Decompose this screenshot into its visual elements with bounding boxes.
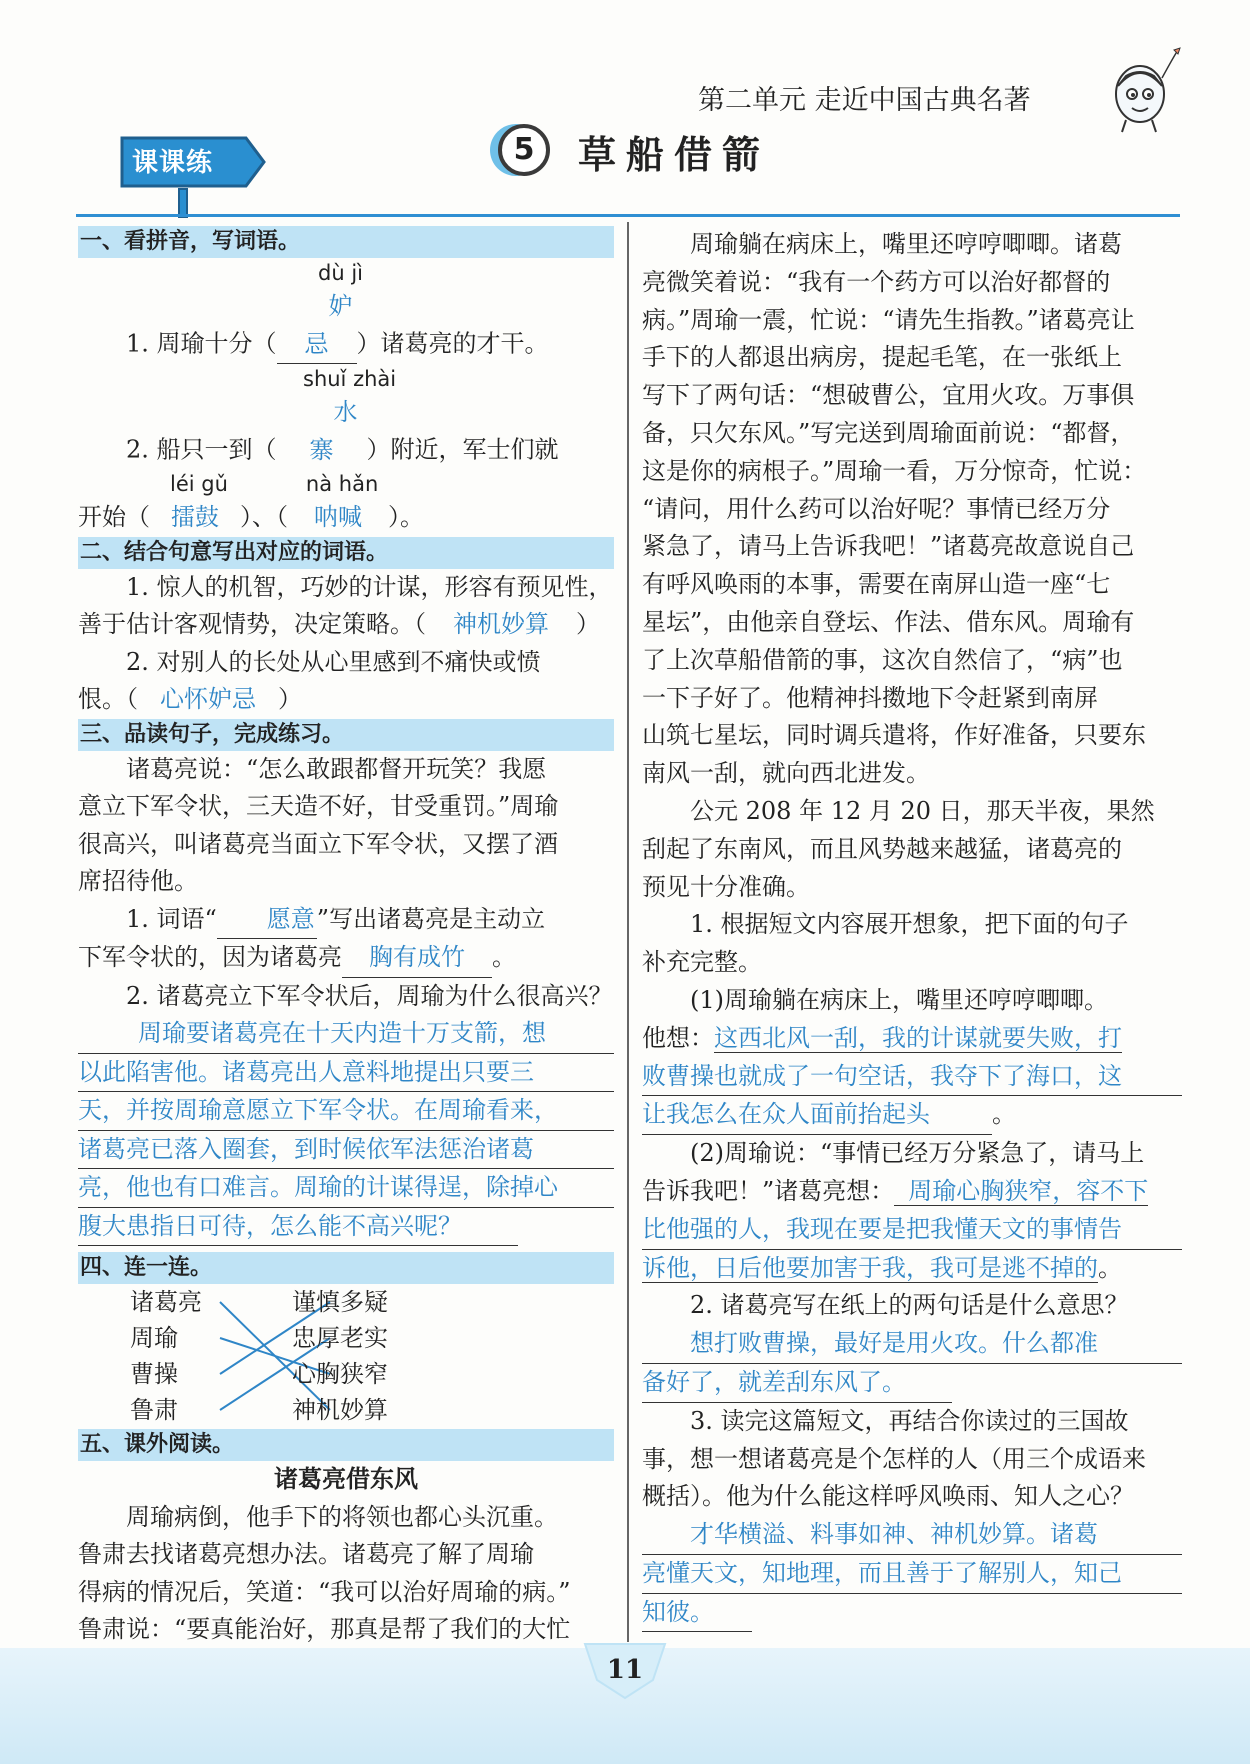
section-3-title: 三、品读句子，完成练习。 — [78, 719, 614, 751]
answer-6: 心怀妒忌 — [160, 685, 256, 713]
story-p8: “请问，用什么药可以治好呢？事情已经万分 — [642, 494, 1111, 523]
pinyin-1: dù jì — [318, 261, 363, 285]
r-answer-2-3: 诉他，日后他要加害于我，我可是逃不掉的 — [642, 1253, 1098, 1282]
r-answer-2-2: 比他强的人，我现在要是把我懂天文的事情告 — [642, 1211, 1182, 1250]
pinyin-3: léi gǔ nà hǎn — [170, 472, 379, 496]
r-answer-4-1: 才华横溢、料事如神、神机妙算。诸葛 — [642, 1516, 1182, 1555]
r-q3-line2: 事，想一想诸葛亮是个怎样的人（用三个成语来 — [642, 1444, 1146, 1473]
s3-answer-4: 诸葛亮已落入圈套，到时候依军法惩治诸葛 — [78, 1131, 614, 1170]
r-answer-1-3-row: 让我怎么在众人面前抬起头 。 — [642, 1096, 1182, 1135]
s2-q2-line2: 恨。（ 心怀妒忌 ） — [78, 681, 614, 719]
left-column — [78, 226, 614, 1686]
story-p3: 病。”周瑜一震，忙说：“请先生指教。”诸葛亮让 — [642, 305, 1135, 334]
r-q1-line2: 补充完整。 — [642, 948, 762, 977]
r-answer-4-2: 亮懂天文，知地理，而且善于了解别人，知己 — [642, 1555, 1182, 1594]
mascot-icon — [1104, 46, 1184, 136]
section-2-title: 二、结合句意写出对应的词语。 — [78, 537, 614, 569]
section-1-title: 一、看拼音，写词语。 — [78, 226, 614, 258]
match-right-4: 神机妙算 — [292, 1396, 388, 1424]
r-q2: 2. 诸葛亮写在纸上的两句话是什么意思？ — [690, 1291, 1129, 1320]
answer-2: 水寨 — [309, 398, 358, 464]
lesson-number: 5 — [498, 124, 550, 176]
answer-4: 呐喊 — [314, 503, 362, 531]
badge-label: 课课练 — [132, 148, 214, 178]
r-answer-3-1: 想打败曹操，最好是用火攻。什么都准 — [642, 1325, 1182, 1364]
r-answer-1-2: 败曹操也就成了一句空话，我夺下了海口，这 — [642, 1058, 1182, 1097]
match-left-2: 周瑜 — [130, 1324, 178, 1352]
r-q1-1-line2: 他想：这西北风一刮，我的计谋就要失败，打 — [642, 1023, 1122, 1052]
r-q1-2-line2: 告诉我吧！”诸葛亮想： 周瑜心胸狭窄，容不下 — [642, 1176, 1149, 1205]
s3-passage-2: 意立下军令状，三天造不好，甘受重罚。”周瑜 — [78, 792, 559, 820]
s3-answer-2: 以此陷害他。诸葛亮出人意料地提出只要三 — [78, 1054, 614, 1093]
pinyin-2: shuǐ zhài — [303, 367, 397, 391]
answer-3: 擂鼓 — [171, 503, 219, 531]
story-p14: 山筑七星坛，同时调兵遣将，作好准备，只要东 — [642, 721, 1146, 750]
story-p2: 亮微笑着说：“我有一个药方可以治好都督的 — [642, 267, 1111, 296]
s2-q1-line1: 1. 惊人的机智，巧妙的计谋，形容有预见性， — [126, 572, 613, 601]
story-p16: 公元 208 年 12 月 20 日，那天半夜，果然 — [690, 796, 1155, 825]
s2-q1-line2: 善于估计客观情势，决定策略。（ 神机妙算 ） — [78, 606, 614, 644]
header-rule — [76, 214, 1180, 217]
s3-answer-6: 腹大患指日可待，怎么能不高兴呢？ — [78, 1208, 518, 1247]
answer-5: 神机妙算 — [453, 610, 549, 638]
r-q1-2: (2)周瑜说：“事情已经万分紧急了，请马上 — [690, 1139, 1145, 1168]
story-p9: 紧急了，请马上告诉我吧！”诸葛亮故意说自己 — [642, 532, 1135, 561]
s2-q2-line1: 2. 对别人的长处从心里感到不痛快或愤 — [126, 647, 541, 676]
right-column — [642, 226, 1182, 1632]
story-line-3: 得病的情况后，笑道：“我可以治好周瑜的病。” — [78, 1577, 571, 1606]
match-right-1: 谨慎多疑 — [292, 1288, 388, 1316]
s3-q1-line2: 下军令状的，因为诸葛亮 胸有成竹 。 — [78, 939, 614, 978]
story-p10: 有呼风唤雨的本事，需要在南屏山造一座“七 — [642, 570, 1111, 599]
answer-1: 妒忌 — [277, 288, 357, 364]
story-line-1: 周瑜病倒，他手下的将领也都心头沉重。 — [126, 1502, 558, 1531]
story-p1: 周瑜躺在病床上，嘴里还哼哼唧唧。诸葛 — [690, 230, 1122, 258]
r-q3-line3: 概括）。他为什么能这样呼风唤雨、知人之心？ — [642, 1482, 1134, 1511]
s3-passage-1: 诸葛亮说：“怎么敢跟都督开玩笑？我愿 — [126, 754, 547, 783]
story-p18: 预见十分准确。 — [642, 872, 810, 901]
story-p11: 星坛”，由他亲自登坛、作法、借东风。周瑜有 — [642, 607, 1135, 636]
r-answer-3-2-row — [642, 1364, 1182, 1403]
story-p7: 这是你的病根子。”周瑜一看，万分惊奇，忙说： — [642, 456, 1147, 485]
section-4-title: 四、连一连。 — [78, 1252, 614, 1284]
story-line-4: 鲁肃说：“要真能治好，那真是帮了我们的大忙 — [78, 1615, 571, 1643]
r-q1-1: (1)周瑜躺在病床上，嘴里还哼哼唧唧。 — [690, 985, 1108, 1014]
s3-answer-5: 亮，他也有口难言。周瑜的计谋得逞，除掉心 — [78, 1169, 614, 1208]
r-answer-4-3: 知彼。 — [642, 1594, 752, 1633]
r-answer-3-2: 备好了，就差刮东风了。 — [642, 1364, 952, 1403]
r-answer-1-1: 这西北风一刮，我的计谋就要失败，打 — [714, 1023, 1122, 1052]
story-p15: 南风一刮，就向西北进发。 — [642, 759, 930, 788]
s3-q2: 2. 诸葛亮立下军令状后，周瑜为什么很高兴？ — [126, 981, 613, 1010]
story-p12: 了上次草船借箭的事，这次自然信了，“病”也 — [642, 645, 1123, 674]
page-number: 11 — [606, 1655, 644, 1685]
s3-passage-4: 席招待他。 — [78, 867, 198, 895]
r-answer-4-3-row — [642, 1594, 1182, 1633]
match-left-1: 诸葛亮 — [130, 1288, 202, 1316]
s1-q2: 2. 船只一到（水寨 ）附近，军士们就 — [78, 394, 614, 469]
r-answer-2-3-row: 诉他，日后他要加害于我，我可是逃不掉的。 — [642, 1253, 1122, 1282]
answer-7: 愿意 — [217, 901, 317, 940]
s3-passage-3: 很高兴，叫诸葛亮当面立下军令状，又摆了酒 — [78, 829, 558, 858]
section-5-title: 五、课外阅读。 — [78, 1429, 614, 1461]
s3-answer-3: 天，并按周瑜意愿立下军令状。在周瑜看来， — [78, 1092, 614, 1131]
match-right-3: 心胸狭窄 — [292, 1360, 388, 1388]
r-q1-line1: 1. 根据短文内容展开想象，把下面的句子 — [690, 910, 1129, 939]
story-p17: 刮起了东南风，而且风势越来越猛，诸葛亮的 — [642, 834, 1122, 863]
story-title: 诸葛亮借东风 — [274, 1465, 418, 1493]
r-q3-line1: 3. 读完这篇短文，再结合你读过的三国故 — [690, 1406, 1129, 1435]
match-left-4: 鲁肃 — [130, 1396, 178, 1424]
story-p5: 写下了两句话：“想破曹公，宜用火攻。万事俱 — [642, 381, 1135, 410]
column-divider — [627, 222, 629, 1642]
story-p4: 手下的人都退出病房，提起毛笔，在一张纸上 — [642, 343, 1122, 372]
match-left-3: 曹操 — [130, 1360, 178, 1388]
s1-q1: 1. 周瑜十分（妒忌 ）诸葛亮的才干。 — [78, 288, 614, 364]
story-line-2: 鲁肃去找诸葛亮想办法。诸葛亮了解了周瑜 — [78, 1540, 534, 1568]
match-right-2: 忠厚老实 — [292, 1324, 388, 1352]
unit-title: 第二单元 走近中国古典名著 — [698, 85, 1031, 116]
r-answer-2-1: 周瑜心胸狭窄，容不下 — [894, 1177, 1148, 1206]
story-p6: 备，只欠东风。”写完送到周瑜面前说：“都督， — [642, 418, 1135, 447]
lesson-title: 草船借箭 — [578, 132, 771, 177]
matching-exercise — [78, 1284, 614, 1429]
r-answer-1-3: 让我怎么在众人面前抬起头 — [642, 1096, 992, 1135]
s3-q1: 1. 词语“ 愿意”写出诸葛亮是主动立 — [78, 901, 614, 940]
s3-answer-1: 周瑜要诸葛亮在十天内造十万支箭，想 — [78, 1015, 614, 1054]
story-p13: 一下子好了。他精神抖擞地下令赶紧到南屏 — [642, 683, 1098, 712]
s1-q3: 开始（ 擂鼓 ）、（ 呐喊 ）。 — [78, 499, 614, 537]
answer-8: 胸有成竹 — [342, 939, 492, 978]
